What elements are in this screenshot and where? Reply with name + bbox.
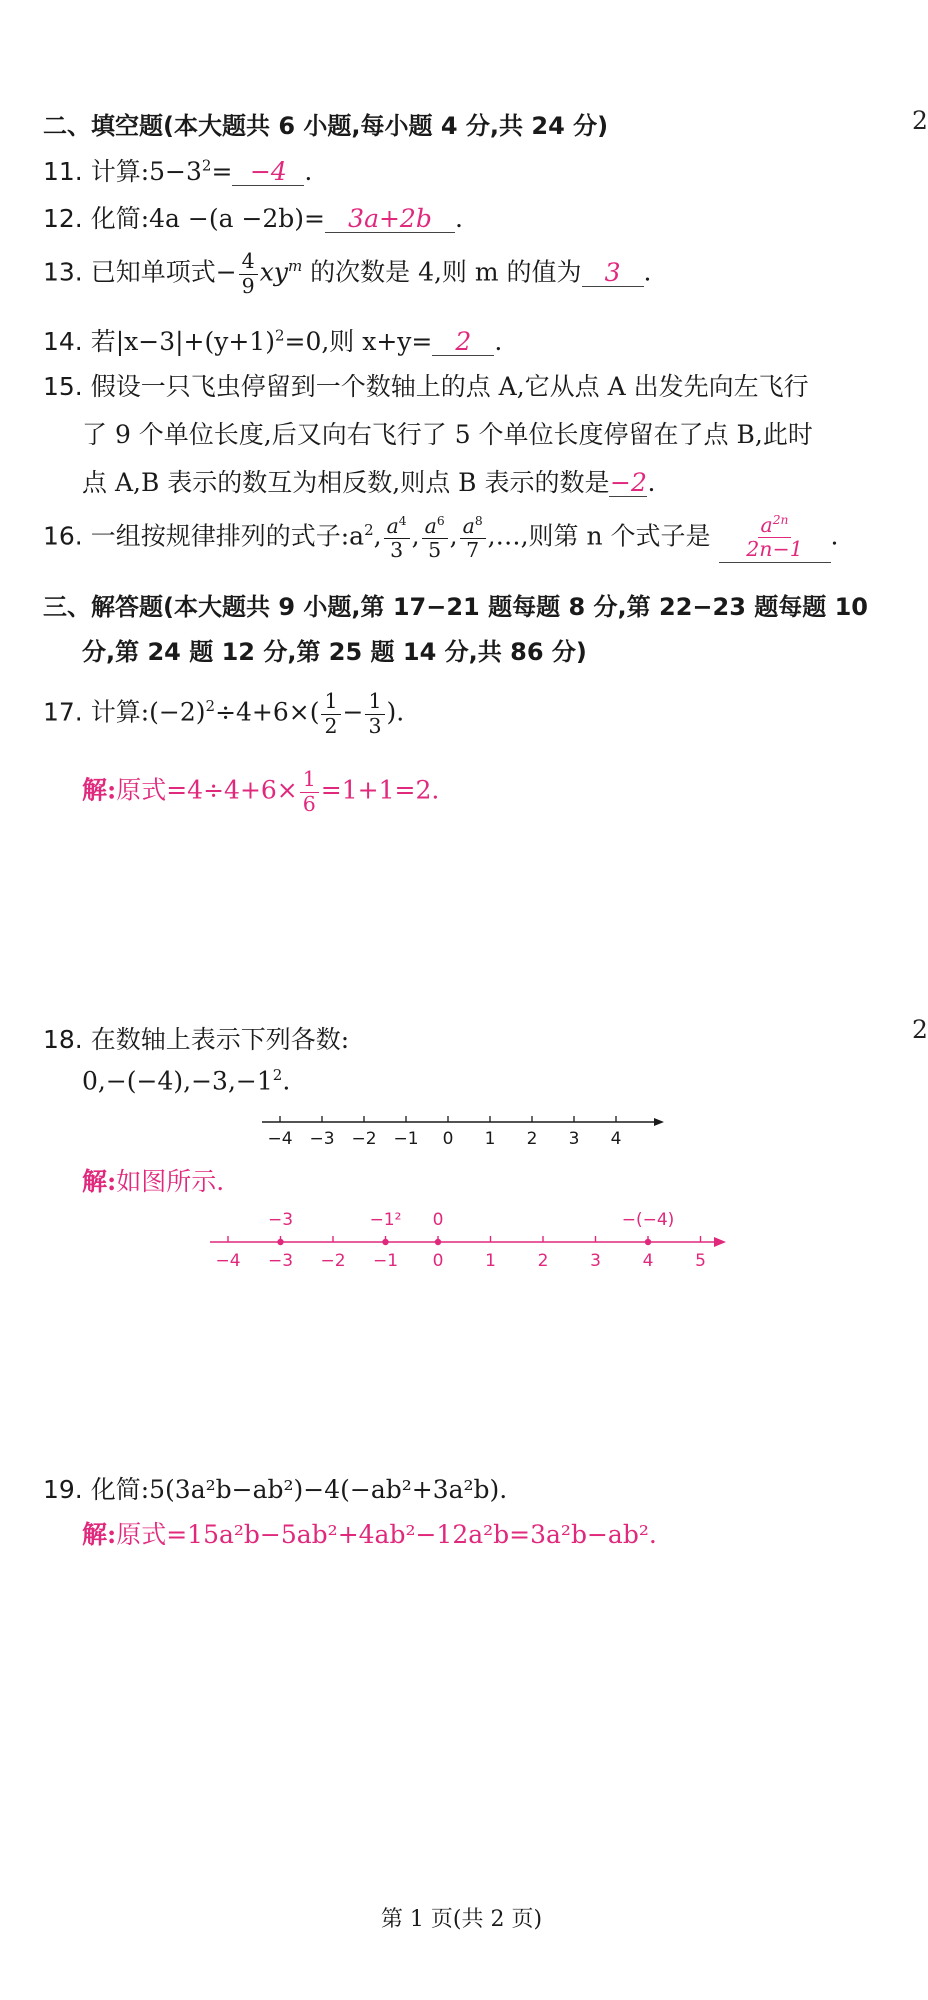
solution-label: 解: [82, 775, 117, 805]
answer-base: a [760, 512, 773, 537]
question-text-mid: ,…,则第 n 个式子是 [487, 521, 711, 551]
tick-label: −1 [372, 1251, 399, 1271]
exponent: 2 [205, 697, 216, 716]
point-marker [277, 1239, 283, 1245]
term-exp: 4 [398, 513, 407, 528]
question-text: 已知单项式− [90, 257, 237, 287]
answer-blank: 3a+2b [325, 206, 455, 233]
tick-label: −4 [215, 1251, 241, 1271]
numerator: 1 [300, 768, 319, 793]
question-number: 12. [43, 204, 83, 233]
question-11 [43, 152, 312, 188]
period: . [830, 521, 839, 551]
point-label: −1² [369, 1210, 402, 1230]
question-18 [43, 1020, 349, 1056]
numbers-list: 0,−(−4),−3,−1 [82, 1066, 273, 1096]
number-line-solution [200, 1200, 740, 1280]
question-15-line-3 [82, 463, 655, 499]
question-19 [43, 1470, 507, 1506]
term-fraction [460, 514, 486, 563]
period: . [494, 327, 503, 356]
question-number: 18. [43, 1025, 83, 1054]
numerator: 1 [365, 690, 384, 715]
solution-text: 原式=4÷4+6× [116, 775, 298, 805]
tick-label: 2 [526, 1129, 538, 1149]
question-number: 19. [43, 1475, 83, 1504]
solution-label: 解: [82, 1167, 117, 1196]
term-den: 5 [428, 537, 442, 562]
tick-label: −4 [267, 1129, 293, 1149]
section-2-title: 二、填空题(本大题共 6 小题,每小题 4 分,共 24 分) [43, 112, 609, 140]
answer-blank [719, 513, 831, 563]
question-text-end: ). [386, 697, 405, 727]
question-17 [43, 690, 404, 738]
question-number: 14. [43, 327, 83, 356]
term-base: a [386, 513, 399, 538]
question-text: 计算:5−3 [90, 157, 202, 186]
tick-label: 4 [642, 1251, 654, 1271]
term-base: a [424, 513, 437, 538]
answer-fraction [743, 513, 805, 562]
point-label: −3 [267, 1210, 294, 1230]
question-line-1: 假设一只飞虫停留到一个数轴上的点 A,它从点 A 出发先向左飞行 [90, 372, 809, 401]
fraction [365, 690, 384, 738]
tick-label: 0 [442, 1129, 454, 1149]
answer-exp: 2n [772, 513, 789, 527]
equals: = [211, 157, 233, 186]
section-3-title-line-2: 分,第 24 题 12 分,第 25 题 14 分,共 86 分) [82, 638, 587, 666]
question-text-tail: =0,则 x+y= [284, 327, 433, 356]
question-12 [43, 199, 463, 235]
denominator: 2 [324, 713, 338, 738]
question-number: 16. [43, 521, 83, 551]
tick-label: −2 [320, 1251, 346, 1271]
period: . [643, 257, 652, 287]
axis-arrow [654, 1118, 664, 1126]
exponent: 2 [274, 326, 285, 345]
question-text: 化简:4a −(a −2b)= [90, 204, 326, 233]
tick-label: 3 [590, 1251, 601, 1271]
term-den: 7 [466, 537, 480, 562]
tick-label: 3 [568, 1129, 580, 1149]
question-text: 一组按规律排列的式子:a [90, 521, 365, 551]
numerator: 4 [239, 250, 258, 275]
period: . [647, 468, 656, 497]
answer-den: 2n−1 [746, 537, 803, 562]
term-fraction [422, 514, 448, 563]
denominator: 3 [368, 713, 382, 738]
term-fraction [384, 514, 410, 563]
tick-label: 4 [610, 1129, 622, 1149]
tick-label: −3 [267, 1251, 294, 1271]
point-label: −(−4) [621, 1210, 675, 1230]
question-15-line-2: 了 9 个单位长度,后又向右飞行了 5 个单位长度停留在了点 B,此时 [82, 420, 813, 449]
answer-blank: −2 [610, 468, 647, 497]
q17-solution [82, 768, 439, 816]
tick-label: −3 [309, 1129, 335, 1149]
edge-mark: 2 [912, 106, 928, 135]
solution-text-end: =1+1=2. [320, 775, 440, 805]
tick-label: 0 [432, 1251, 444, 1271]
solution-fraction [300, 768, 319, 816]
question-14 [43, 322, 502, 358]
question-number: 11. [43, 157, 83, 186]
tick-label: 1 [485, 1251, 496, 1271]
point-marker [435, 1239, 441, 1245]
edge-mark: 2 [912, 1015, 928, 1044]
solution-text: 原式=15a²b−5ab²+4ab²−12a²b=3a²b−ab². [116, 1520, 657, 1549]
question-number: 13. [43, 257, 83, 287]
answer-blank: −4 [232, 159, 304, 186]
section-3-title-line-1: 三、解答题(本大题共 9 小题,第 17−21 题每题 8 分,第 22−23 题每题 10 [43, 593, 869, 621]
answer-blank: 3 [582, 260, 644, 287]
denominator: 6 [302, 791, 316, 816]
fraction [239, 250, 258, 298]
exponent: 2 [201, 156, 212, 175]
minus: − [342, 697, 364, 727]
question-text-mid: ÷4+6×( [215, 697, 320, 727]
exponent: m [287, 257, 303, 276]
question-text: 化简:5(3a²b−ab²)−4(−ab²+3a²b). [90, 1475, 508, 1504]
question-text: 在数轴上表示下列各数: [90, 1025, 350, 1054]
q19-solution [82, 1515, 657, 1551]
exponent: 2 [272, 1066, 283, 1084]
variables: xy [259, 257, 288, 287]
period: . [282, 1066, 291, 1096]
period: . [455, 204, 463, 233]
question-number: 17. [43, 697, 83, 727]
term-base: a [462, 513, 475, 538]
number-line-blank [250, 1110, 670, 1160]
point-label: 0 [432, 1210, 444, 1230]
tick-label: −2 [351, 1129, 377, 1149]
question-13 [43, 250, 652, 298]
numerator: 1 [321, 690, 340, 715]
question-15 [43, 367, 809, 403]
answer-blank: 2 [432, 329, 494, 356]
q18-solution [82, 1162, 224, 1198]
point-marker [382, 1239, 388, 1245]
question-18-numbers [82, 1066, 290, 1095]
period: . [304, 157, 313, 186]
question-text-tail: 的次数是 4,则 m 的值为 [302, 257, 582, 287]
question-text: 计算:(−2) [90, 697, 206, 727]
term-exp: 6 [436, 513, 445, 528]
term-den: 3 [390, 537, 404, 562]
question-number: 15. [43, 372, 83, 401]
page-footer: 第 1 页(共 2 页) [380, 1907, 543, 1932]
point-marker [645, 1239, 651, 1245]
fraction [321, 690, 340, 738]
term-exp: 8 [474, 513, 483, 528]
question-text: 若|x−3|+(y+1) [90, 327, 275, 356]
question-line-3: 点 A,B 表示的数互为相反数,则点 B 表示的数是 [82, 468, 610, 497]
tick-label: 2 [537, 1251, 549, 1271]
solution-label: 解: [82, 1520, 117, 1549]
tick-label: 1 [484, 1129, 496, 1149]
denominator: 9 [241, 273, 255, 298]
tick-label: −1 [393, 1129, 419, 1149]
axis-arrow [714, 1237, 726, 1247]
tick-label: 5 [695, 1251, 706, 1271]
solution-text: 如图所示. [116, 1167, 225, 1196]
question-16: 16. 一组按规律排列的式子$:a^2$, $\frac{a^4}{3}$ , $\frac{a^6}{5}$ , $\frac{a^8}{7}$ ,…,则第 n 个式子是 $\frac{a^{2n}}{2n-1}$ . [43, 512, 839, 562]
